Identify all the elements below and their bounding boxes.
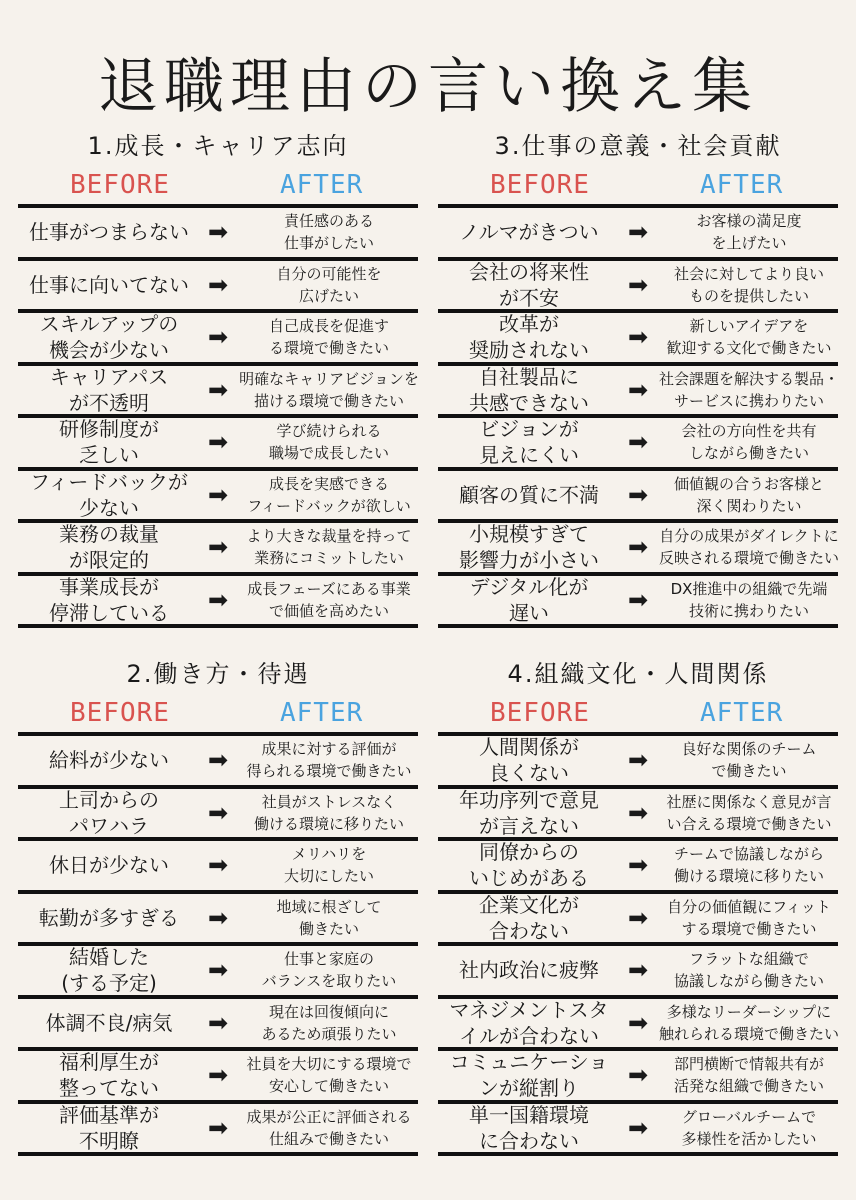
before-cell <box>438 841 620 890</box>
before-cell <box>18 208 200 257</box>
before-cell <box>18 736 200 785</box>
after-cell <box>236 1104 422 1153</box>
after-cell <box>236 261 422 310</box>
before-text: 人間関係が 良くない <box>479 735 579 786</box>
section-title: 4.組織文化・人間関係 <box>507 660 769 688</box>
before-cell <box>438 576 620 625</box>
after-cell <box>236 1051 422 1100</box>
after-text: 新しいアイデアを 歓迎する文化で働きたい <box>666 317 832 358</box>
arrow-icon: ➡ <box>627 903 649 932</box>
after-cell <box>656 1104 842 1153</box>
arrow-icon: ➡ <box>207 533 229 562</box>
after-text: 会社の方向性を共有 しながら働きたい <box>681 422 817 463</box>
before-text: 体調不良/病気 <box>45 1010 173 1035</box>
before-cell <box>18 576 200 625</box>
before-cell <box>18 789 200 838</box>
arrow-icon: ➡ <box>627 851 649 880</box>
after-text: 社歴に関係なく意見が言 い合える環境で働きたい <box>666 792 832 833</box>
arrow-icon: ➡ <box>207 270 229 299</box>
after-text: 責任感のある 仕事がしたい <box>283 212 374 253</box>
rephrase-row <box>18 999 418 1052</box>
rephrase-row <box>438 576 838 629</box>
after-text: DX推進中の組織で先端 技術に携わりたい <box>670 579 828 620</box>
before-text: ノルマがきつい <box>459 220 599 245</box>
page-title: 退職理由の言い換え集 <box>98 52 758 122</box>
after-cell <box>236 894 422 943</box>
after-text: 社員がストレスなく 働ける環境に移りたい <box>253 792 404 833</box>
arrow-icon: ➡ <box>207 375 229 404</box>
after-text: 多様なリーダーシップに 触れられる環境で働きたい <box>658 1002 839 1043</box>
rephrase-row <box>438 261 838 314</box>
after-text: グローバルチームで 多様性を活かしたい <box>681 1107 817 1148</box>
after-text: 自分の可能性を 広げたい <box>276 264 382 305</box>
rephrase-row <box>18 261 418 314</box>
before-cell <box>438 1104 620 1153</box>
after-text: 価値観の合うお客様と 深く関わりたい <box>673 474 824 515</box>
after-text: 自分の成果がダイレクトに 反映される環境で働きたい <box>658 527 839 568</box>
rephrase-row <box>438 946 838 999</box>
arrow-icon: ➡ <box>207 218 229 247</box>
before-label: BEFORE <box>70 170 170 200</box>
before-cell <box>438 1051 620 1100</box>
rephrase-row <box>438 841 838 894</box>
before-cell <box>18 841 200 890</box>
before-text: デジタル化が 遅い <box>469 574 589 625</box>
after-text: より大きな裁量を持って 業務にコミットしたい <box>246 527 412 568</box>
after-text: 社会課題を解決する製品・ サービスに携わりたい <box>658 369 839 410</box>
after-label: AFTER <box>700 698 784 728</box>
before-text: 自社製品に 共感できない <box>469 364 589 415</box>
after-text: 自己成長を促進す る環境で働きたい <box>268 317 389 358</box>
before-after-header <box>18 692 418 732</box>
after-cell <box>236 471 422 520</box>
after-text: 自分の価値観にフィット する環境で働きたい <box>667 897 831 938</box>
arrow-icon: ➡ <box>627 1008 649 1037</box>
after-cell <box>236 208 422 257</box>
rephrase-row <box>438 736 838 789</box>
before-text: 転勤が多すぎる <box>39 905 179 930</box>
rephrase-row <box>438 418 838 471</box>
rephrase-row <box>438 1051 838 1104</box>
rephrase-row <box>438 208 838 261</box>
after-cell <box>236 523 422 572</box>
after-cell <box>656 1051 842 1100</box>
arrow-icon: ➡ <box>207 903 229 932</box>
after-text: 成長を実感できる フィードバックが欲しい <box>247 474 411 515</box>
after-text: 部門横断で情報共有が 活発な組織で働きたい <box>673 1055 824 1096</box>
arrow-icon: ➡ <box>627 1113 649 1142</box>
after-text: 地域に根ざして 働きたい <box>276 897 382 938</box>
before-text: 結婚した (する予定) <box>61 945 157 996</box>
before-cell <box>438 999 620 1048</box>
before-cell <box>18 471 200 520</box>
after-text: 学び続けられる 職場で成長したい <box>268 422 389 463</box>
after-text: 明確なキャリアビジョンを 描ける環境で働きたい <box>239 369 419 410</box>
before-text: 単一国籍環境 に合わない <box>469 1102 589 1153</box>
after-cell <box>656 313 842 362</box>
rephrase-row <box>18 841 418 894</box>
after-cell <box>236 946 422 995</box>
rephrase-row <box>18 1051 418 1104</box>
before-label: BEFORE <box>490 698 590 728</box>
before-cell <box>18 946 200 995</box>
after-text: 成果に対する評価が 得られる環境で働きたい <box>246 740 412 781</box>
after-cell <box>656 261 842 310</box>
after-text: メリハリを 大切にしたい <box>283 845 374 886</box>
after-cell <box>656 999 842 1048</box>
before-text: 企業文化が 合わない <box>479 892 579 943</box>
section-meaning-contribution <box>438 128 838 628</box>
before-cell <box>18 418 200 467</box>
after-cell <box>656 523 842 572</box>
after-label: AFTER <box>700 170 784 200</box>
before-text: 会社の将来性 が不安 <box>469 259 589 310</box>
arrow-icon: ➡ <box>627 218 649 247</box>
after-cell <box>236 841 422 890</box>
after-text: フラットな組織で 協議しながら働きたい <box>673 950 824 991</box>
before-cell <box>438 418 620 467</box>
before-cell <box>438 366 620 415</box>
before-label: BEFORE <box>70 698 170 728</box>
rephrase-list <box>438 204 838 628</box>
rephrase-row <box>18 789 418 842</box>
arrow-icon: ➡ <box>207 1061 229 1090</box>
before-text: 同僚からの いじめがある <box>469 840 589 891</box>
before-cell <box>438 313 620 362</box>
before-text: 給料が少ない <box>49 748 169 773</box>
rephrase-row <box>18 471 418 524</box>
after-text: 良好な関係のチーム で働きたい <box>681 740 817 781</box>
arrow-icon: ➡ <box>207 956 229 985</box>
before-text: スキルアップの 機会が少ない <box>39 312 179 363</box>
before-cell <box>438 946 620 995</box>
rephrase-row <box>438 789 838 842</box>
before-cell <box>438 894 620 943</box>
before-cell <box>438 208 620 257</box>
after-text: 社会に対してより良い ものを提供したい <box>673 264 824 305</box>
after-cell <box>656 471 842 520</box>
arrow-icon: ➡ <box>207 480 229 509</box>
before-text: 業務の裁量 が限定的 <box>59 522 159 573</box>
arrow-icon: ➡ <box>627 533 649 562</box>
arrow-icon: ➡ <box>627 428 649 457</box>
rephrase-list <box>438 732 838 1156</box>
rephrase-row <box>18 946 418 999</box>
rephrase-row <box>438 999 838 1052</box>
arrow-icon: ➡ <box>627 585 649 614</box>
rephrase-row <box>18 313 418 366</box>
rephrase-row <box>18 1104 418 1157</box>
arrow-icon: ➡ <box>627 746 649 775</box>
after-text: 成長フェーズにある事業 で価値を高めたい <box>247 579 411 620</box>
rephrase-row <box>438 1104 838 1157</box>
after-text: お客様の満足度 を上げたい <box>696 212 802 253</box>
before-after-header <box>18 164 418 204</box>
rephrase-row <box>438 313 838 366</box>
after-cell <box>656 841 842 890</box>
before-cell <box>18 1051 200 1100</box>
after-cell <box>236 789 422 838</box>
rephrase-list <box>18 732 418 1156</box>
section-growth-career <box>18 128 418 628</box>
before-after-header <box>438 164 838 204</box>
after-cell <box>236 366 422 415</box>
before-cell <box>18 261 200 310</box>
arrow-icon: ➡ <box>207 1008 229 1037</box>
before-text: キャリアパス が不透明 <box>49 364 169 415</box>
after-cell <box>656 418 842 467</box>
rephrase-row <box>18 208 418 261</box>
before-text: ビジョンが 見えにくい <box>479 417 579 468</box>
before-cell <box>18 523 200 572</box>
after-text: 仕事と家庭の バランスを取りたい <box>261 950 397 991</box>
before-text: 事業成長が 停滞している <box>49 574 169 625</box>
after-cell <box>236 999 422 1048</box>
before-cell <box>438 261 620 310</box>
arrow-icon: ➡ <box>627 270 649 299</box>
before-text: コミュニケーショ ンが縦割り <box>449 1050 609 1101</box>
section-title: 2.働き方・待遇 <box>126 660 310 688</box>
arrow-icon: ➡ <box>627 375 649 404</box>
before-label: BEFORE <box>490 170 590 200</box>
before-text: 研修制度が 乏しい <box>59 417 159 468</box>
after-cell <box>656 736 842 785</box>
before-text: フィードバックが 少ない <box>30 469 188 520</box>
after-cell <box>656 208 842 257</box>
before-text: 評価基準が 不明瞭 <box>59 1102 159 1153</box>
after-cell <box>236 576 422 625</box>
arrow-icon: ➡ <box>627 480 649 509</box>
rephrase-row <box>438 366 838 419</box>
rephrase-row <box>18 736 418 789</box>
rephrase-row <box>438 523 838 576</box>
arrow-icon: ➡ <box>627 956 649 985</box>
arrow-icon: ➡ <box>207 585 229 614</box>
before-text: 顧客の質に不満 <box>459 482 599 507</box>
rephrase-row <box>18 366 418 419</box>
arrow-icon: ➡ <box>207 746 229 775</box>
section-title: 3.仕事の意義・社会貢献 <box>494 132 782 160</box>
after-text: チームで協議しながら 働ける環境に移りたい <box>673 845 824 886</box>
after-cell <box>656 946 842 995</box>
arrow-icon: ➡ <box>627 798 649 827</box>
after-text: 社員を大切にする環境で 安心して働きたい <box>246 1055 412 1096</box>
arrow-icon: ➡ <box>627 1061 649 1090</box>
before-text: 小規模すぎて 影響力が小さい <box>459 522 599 573</box>
after-cell <box>656 894 842 943</box>
rephrase-row <box>18 576 418 629</box>
arrow-icon: ➡ <box>207 323 229 352</box>
arrow-icon: ➡ <box>207 798 229 827</box>
section-workstyle-treatment <box>18 656 418 1156</box>
before-cell <box>438 789 620 838</box>
rephrase-row <box>18 894 418 947</box>
before-text: マネジメントスタ イルが合わない <box>449 997 609 1048</box>
after-cell <box>656 789 842 838</box>
arrow-icon: ➡ <box>207 851 229 880</box>
before-cell <box>18 366 200 415</box>
after-cell <box>656 576 842 625</box>
before-cell <box>438 736 620 785</box>
before-text: 福利厚生が 整ってない <box>59 1050 159 1101</box>
before-cell <box>18 894 200 943</box>
before-text: 休日が少ない <box>49 853 169 878</box>
section-culture-relations <box>438 656 838 1156</box>
after-cell <box>236 313 422 362</box>
arrow-icon: ➡ <box>207 428 229 457</box>
before-text: 上司からの パワハラ <box>59 787 159 838</box>
before-text: 仕事がつまらない <box>29 220 189 245</box>
before-after-header <box>438 692 838 732</box>
rephrase-row <box>18 523 418 576</box>
rephrase-row <box>438 894 838 947</box>
arrow-icon: ➡ <box>627 323 649 352</box>
after-label: AFTER <box>280 698 364 728</box>
rephrase-row <box>18 418 418 471</box>
before-cell <box>18 313 200 362</box>
rephrase-list <box>18 204 418 628</box>
before-cell <box>438 471 620 520</box>
after-cell <box>236 736 422 785</box>
before-cell <box>18 999 200 1048</box>
after-label: AFTER <box>280 170 364 200</box>
rephrase-row <box>438 471 838 524</box>
arrow-icon: ➡ <box>207 1113 229 1142</box>
before-text: 年功序列で意見 が言えない <box>459 787 599 838</box>
before-cell <box>18 1104 200 1153</box>
after-cell <box>656 366 842 415</box>
after-text: 現在は回復傾向に あるため頑張りたい <box>261 1002 397 1043</box>
before-text: 社内政治に疲弊 <box>459 958 599 983</box>
after-text: 成果が公正に評価される 仕組みで働きたい <box>246 1107 412 1148</box>
section-title: 1.成長・キャリア志向 <box>87 132 349 160</box>
before-text: 改革が 奨励されない <box>469 312 589 363</box>
after-cell <box>236 418 422 467</box>
before-text: 仕事に向いてない <box>29 272 189 297</box>
before-cell <box>438 523 620 572</box>
